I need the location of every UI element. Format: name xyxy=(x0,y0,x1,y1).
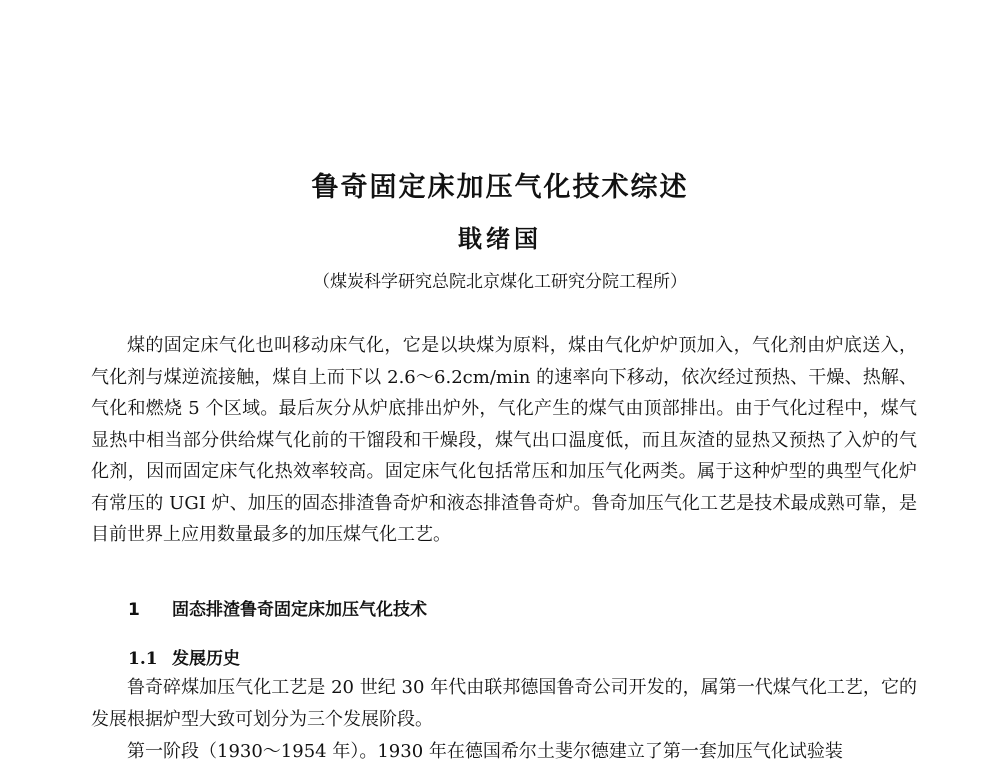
article-title: 鲁奇固定床加压气化技术综述 xyxy=(311,172,689,203)
stage1-paragraph: 第一阶段（1930～1954 年）。1930 年在德国希尔土斐尔德建立了第一套加压气化试验装 xyxy=(127,741,843,762)
subsection-heading-1-1 xyxy=(128,645,240,673)
subsection-number: 1.1 xyxy=(128,649,158,669)
section-number: 1 xyxy=(128,600,140,620)
section-heading-1 xyxy=(128,596,427,624)
author-affiliation: （煤炭科学研究总院北京煤化工研究分院工程所） xyxy=(313,272,687,292)
intro-paragraph: 煤的固定床气化也叫移动床气化，它是以块煤为原料，煤由气化炉炉顶加入，气化剂由炉底送入，气化剂与煤逆流接触，煤自上而下以 2.6～6.2cm/min 的速率向下移动，依次经过预热、干燥、热解、气化和燃烧 5 个区域。最后灰分从炉底排出炉外，气化产生的煤气由顶部排出。由于气化过程中，煤气显热中相当部分供给煤气化前的干馏段和干燥段，煤气出口温度低，而且灰渣的显热又预热了入炉的气化剂，因而固定床气化热效率较高。固定床气化包括常压和加压气化两类。属于这种炉型的典型气化炉有常压的 UGI 炉、加压的固态排渣鲁奇炉和液态排渣鲁奇炉。鲁奇加压气化工艺是技术最成熟可靠，是目前世界上应用数量最多的加压煤气化工艺。 xyxy=(91,335,917,545)
subsection-title: 发展历史 xyxy=(172,649,240,669)
section-title: 固态排渣鲁奇固定床加压气化技术 xyxy=(172,600,427,620)
history-paragraph: 鲁奇碎煤加压气化工艺是 20 世纪 30 年代由联邦德国鲁奇公司开发的，属第一代煤气化工艺，它的发展根据炉型大致可划分为三个发展阶段。 xyxy=(91,677,917,730)
article-author: 戢绪国 xyxy=(458,224,542,253)
